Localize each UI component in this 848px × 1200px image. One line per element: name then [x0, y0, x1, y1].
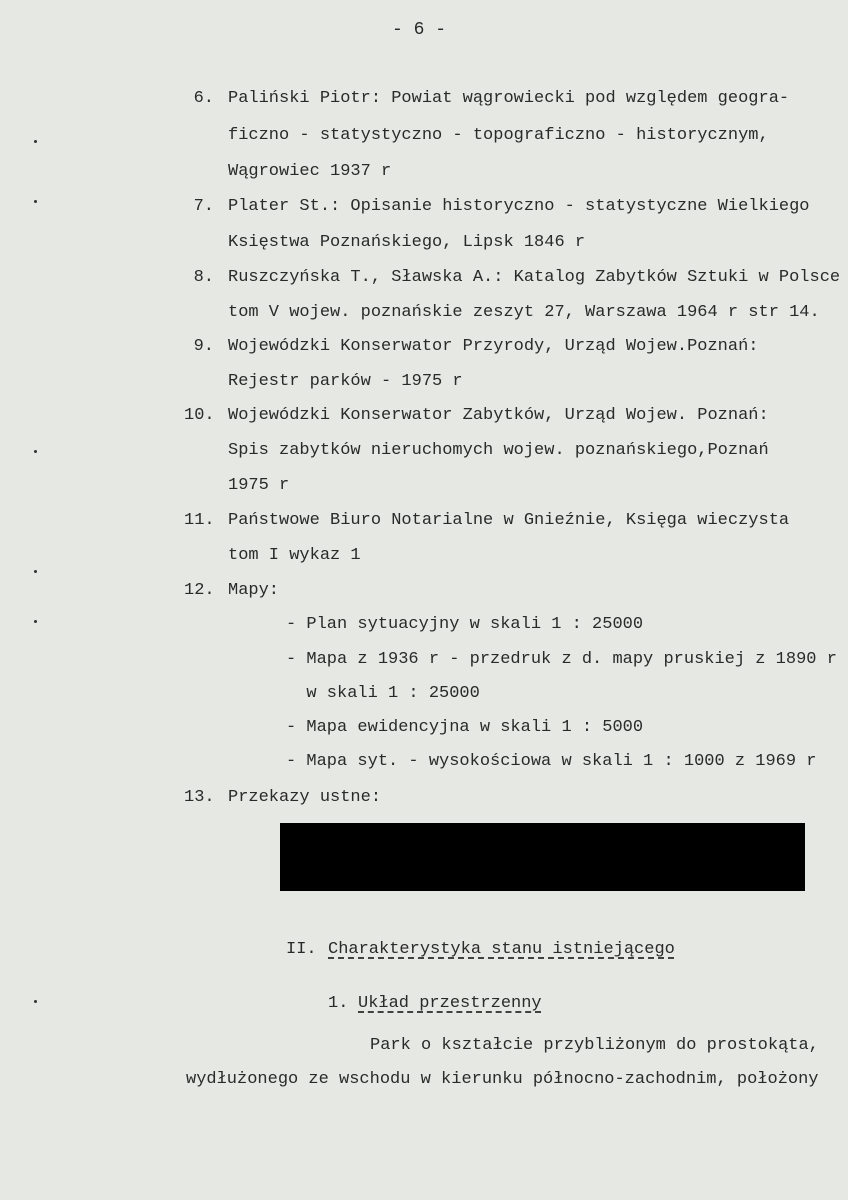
ref-line: Księstwa Poznańskiego, Lipsk 1846 r: [228, 233, 586, 252]
ref-line: Rejestr parków - 1975 r: [228, 372, 463, 391]
ref-line: Wągrowiec 1937 r: [228, 162, 392, 181]
page-number: - 6 -: [392, 20, 447, 40]
map-item: - Plan sytuacyjny w skali 1 : 25000: [286, 615, 644, 634]
margin-mark: [34, 450, 37, 453]
margin-mark: [34, 620, 37, 623]
ref-number: 9.: [193, 337, 214, 356]
ref-line: 1975 r: [228, 476, 290, 495]
map-item: - Mapa z 1936 r - przedruk z d. mapy pruskiej z 1890 r: [286, 650, 837, 669]
ref-number: 8.: [193, 268, 214, 287]
ref-line: Ruszczyńska T., Sławska A.: Katalog Zabytków Sztuki w Polsce: [228, 268, 841, 287]
ref-number: 13.: [184, 788, 215, 807]
subsection-title: Układ przestrzenny: [358, 994, 542, 1013]
margin-mark: [34, 570, 37, 573]
ref-line: Państwowe Biuro Notarialne w Gnieźnie, Księga wieczysta: [228, 511, 790, 530]
ref-line: tom I wykaz 1: [228, 546, 361, 565]
paragraph-line: Park o kształcie przybliżonym do prostokąta,: [370, 1036, 819, 1055]
ref-number: 11.: [184, 511, 215, 530]
ref-line: Spis zabytków nieruchomych wojew. poznańskiego,Poznań: [228, 441, 769, 460]
ref-line: Wojewódzki Konserwator Zabytków, Urząd Wojew. Poznań:: [228, 406, 769, 425]
ref-number: 10.: [184, 406, 215, 425]
margin-mark: [34, 140, 37, 143]
section-title: Charakterystyka stanu istniejącego: [328, 940, 675, 959]
ref-number: 6.: [193, 89, 214, 108]
subsection-number: 1.: [328, 994, 349, 1013]
ref-line: Plater St.: Opisanie historyczno - statystyczne Wielkiego: [228, 197, 810, 216]
map-item: - Mapa ewidencyjna w skali 1 : 5000: [286, 718, 644, 737]
redaction-box: [280, 823, 805, 891]
ref-line: tom V wojew. poznańskie zeszyt 27, Warszawa 1964 r str 14.: [228, 303, 820, 322]
ref-line: ficzno - statystyczno - topograficzno - historycznym,: [228, 126, 769, 145]
ref-number: 12.: [184, 581, 215, 600]
map-item: - Mapa syt. - wysokościowa w skali 1 : 1000 z 1969 r: [286, 752, 817, 771]
ref-line: Przekazy ustne:: [228, 788, 382, 807]
section-number: II.: [286, 940, 317, 959]
margin-mark: [34, 1000, 37, 1003]
margin-mark: [34, 200, 37, 203]
ref-line: Mapy:: [228, 581, 280, 600]
ref-line: Wojewódzki Konserwator Przyrody, Urząd Wojew.Poznań:: [228, 337, 759, 356]
ref-number: 7.: [193, 197, 214, 216]
map-item: w skali 1 : 25000: [286, 684, 480, 703]
ref-line: Paliński Piotr: Powiat wągrowiecki pod względem geogra-: [228, 89, 790, 108]
paragraph-line: wydłużonego ze wschodu w kierunku północno-zachodnim, położony: [186, 1070, 819, 1089]
